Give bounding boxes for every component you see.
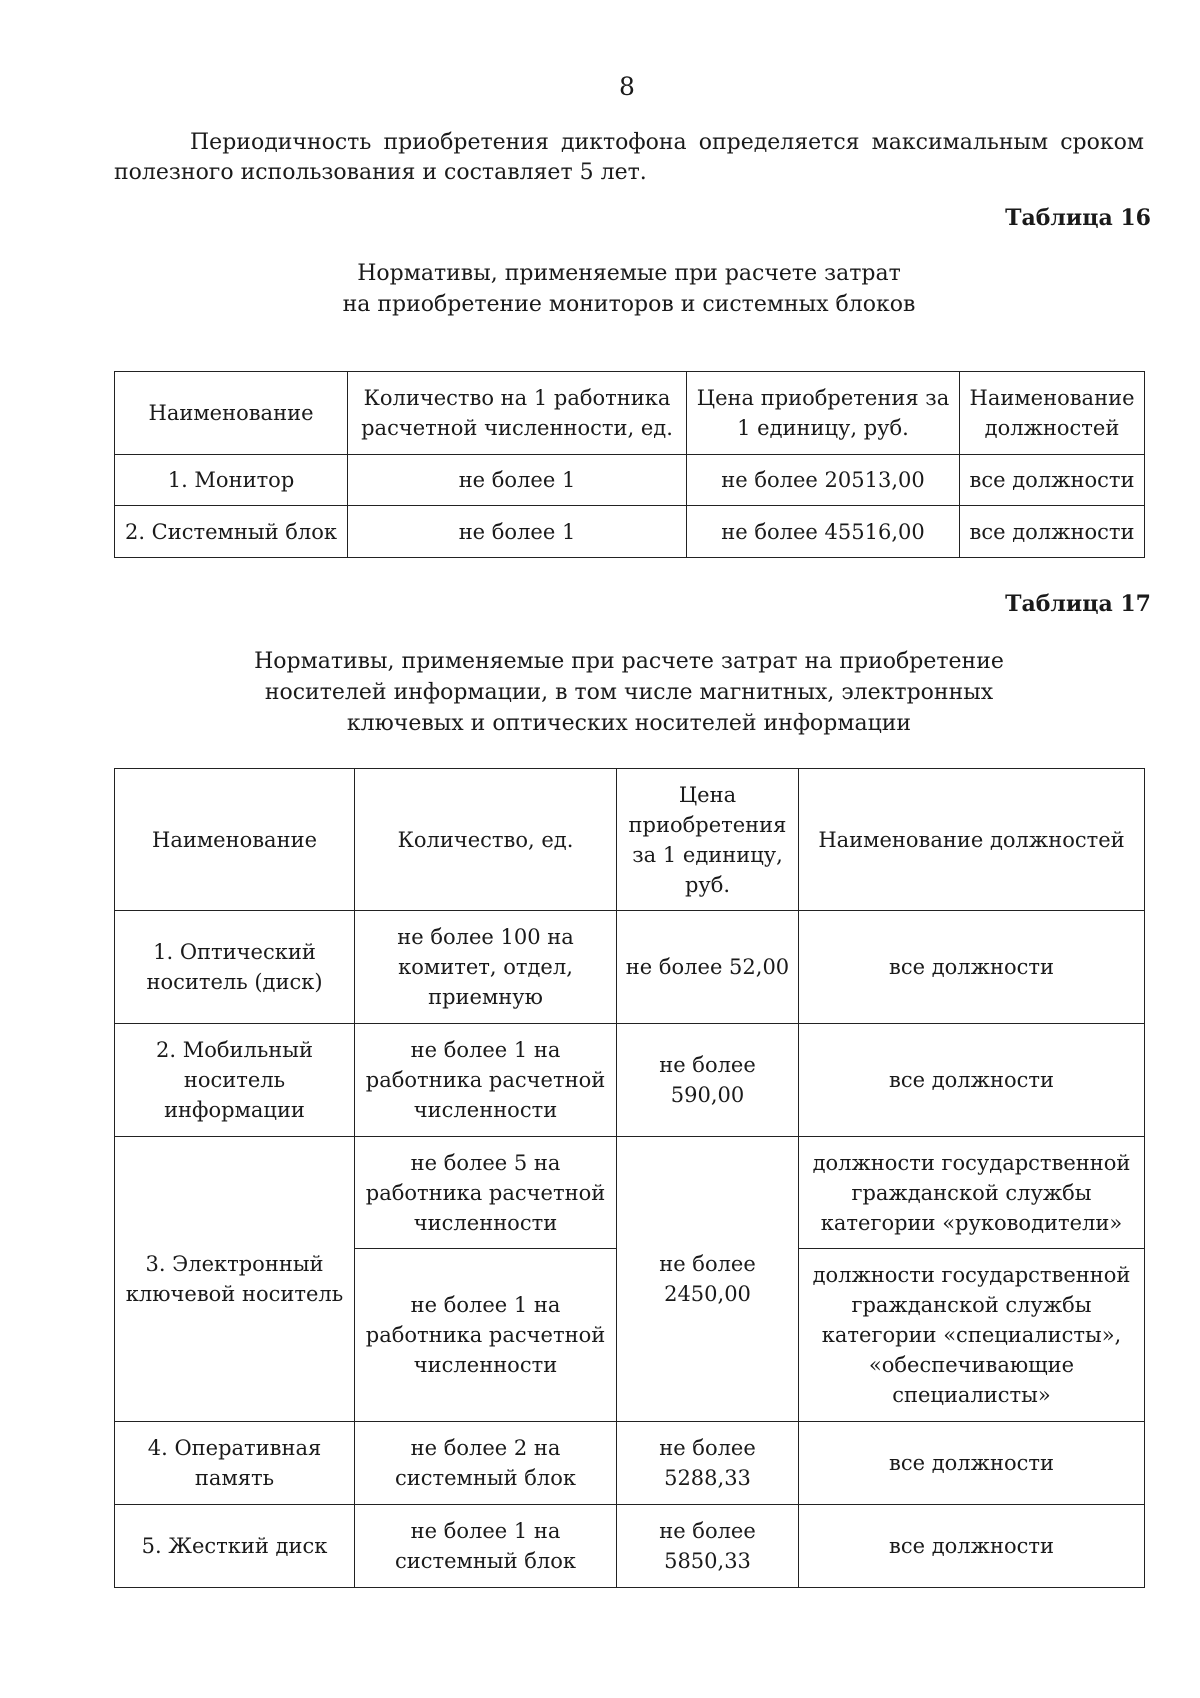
table-cell: 2. Системный блок	[115, 506, 348, 558]
table-cell: 3. Электронный ключевой носитель	[115, 1137, 355, 1422]
table-17-header-cell: Наименование	[115, 769, 355, 911]
table-cell: не более 1 на системный блок	[355, 1505, 617, 1588]
table-row	[115, 1505, 1145, 1588]
table-cell: не более 5 на работника расчетной численности	[355, 1137, 617, 1249]
table-cell: все должности	[799, 1024, 1145, 1137]
table-17-caption-line: Нормативы, применяемые при расчете затрат на приобретение	[254, 649, 1004, 674]
table-17	[114, 768, 1145, 1588]
table-cell: не более 590,00	[617, 1024, 799, 1137]
page-number: 8	[619, 72, 635, 101]
table-16-caption-line: Нормативы, применяемые при расчете затрат	[357, 261, 901, 286]
table-cell: 5. Жесткий диск	[115, 1505, 355, 1588]
table-cell: 4. Оперативная память	[115, 1422, 355, 1505]
table-cell: не более 1 на работника расчетной численности	[355, 1249, 617, 1422]
table-cell: не более 52,00	[617, 911, 799, 1024]
table-cell: не более 5850,33	[617, 1505, 799, 1588]
table-row	[115, 1137, 1145, 1249]
table-17-header-cell: Наименование должностей	[799, 769, 1145, 911]
table-cell: все должности	[960, 455, 1145, 506]
table-cell: не более 20513,00	[687, 455, 960, 506]
table-17-caption	[114, 646, 1144, 739]
table-cell: все должности	[799, 911, 1145, 1024]
table-16-header-cell: Количество на 1 работника расчетной численности, ед.	[348, 372, 687, 455]
table-cell: все должности	[799, 1422, 1145, 1505]
table-17-header-cell: Цена приобретения за 1 единицу, руб.	[617, 769, 799, 911]
table-17-header-cell: Количество, ед.	[355, 769, 617, 911]
table-cell: не более 1	[348, 506, 687, 558]
table-row	[115, 1422, 1145, 1505]
table-cell: не более 2 на системный блок	[355, 1422, 617, 1505]
table-cell: 1. Оптический носитель (диск)	[115, 911, 355, 1024]
table-16-caption	[114, 258, 1144, 320]
table-16-header-row	[115, 372, 1145, 455]
table-cell: 1. Монитор	[115, 455, 348, 506]
table-cell: все должности	[960, 506, 1145, 558]
table-cell: не более 100 на комитет, отдел, приемную	[355, 911, 617, 1024]
table-cell: не более 2450,00	[617, 1137, 799, 1422]
table-cell: должности государственной гражданской службы категории «специалисты», «обеспечивающие специалисты»	[799, 1249, 1145, 1422]
table-row	[115, 506, 1145, 558]
table-cell: не более 5288,33	[617, 1422, 799, 1505]
table-row	[115, 1024, 1145, 1137]
table-17-header-row	[115, 769, 1145, 911]
table-16-label: Таблица 16	[1005, 205, 1151, 231]
table-17-caption-line: носителей информации, в том числе магнитных, электронных	[264, 680, 994, 705]
table-16-header-cell: Цена приобретения за 1 единицу, руб.	[687, 372, 960, 455]
intro-paragraph: Периодичность приобретения диктофона определяется максимальным сроком полезного использования и составляет 5 лет.	[114, 130, 1144, 185]
table-16	[114, 371, 1145, 558]
table-17-label: Таблица 17	[1005, 591, 1151, 617]
table-cell: не более 1 на работника расчетной численности	[355, 1024, 617, 1137]
table-16-header-cell: Наименование	[115, 372, 348, 455]
table-cell: все должности	[799, 1505, 1145, 1588]
table-cell: 2. Мобильный носитель информации	[115, 1024, 355, 1137]
table-cell: не более 1	[348, 455, 687, 506]
table-row	[115, 455, 1145, 506]
table-16-caption-line: на приобретение мониторов и системных блоков	[342, 292, 916, 317]
table-17-caption-line: ключевых и оптических носителей информации	[346, 711, 912, 736]
table-cell: не более 45516,00	[687, 506, 960, 558]
table-row	[115, 911, 1145, 1024]
table-16-header-cell: Наименование должностей	[960, 372, 1145, 455]
table-cell: должности государственной гражданской службы категории «руководители»	[799, 1137, 1145, 1249]
